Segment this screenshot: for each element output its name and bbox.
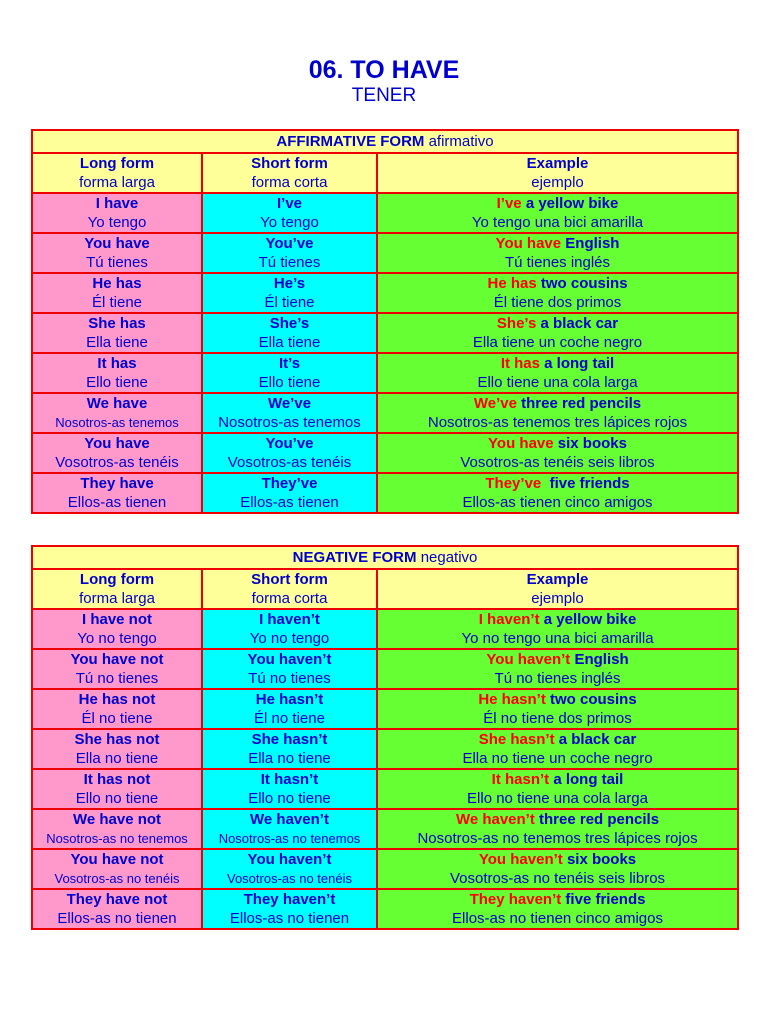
short-form-text: I’ve [276, 195, 303, 212]
table-row [32, 609, 738, 649]
example-rest: a long tail [540, 355, 615, 372]
example-sentence [378, 610, 737, 629]
short-form-text: They haven’t [243, 891, 336, 908]
short-form-text: You’ve [265, 435, 314, 452]
long-form-cell [32, 233, 202, 273]
example-sentence [378, 434, 737, 453]
short-form-header-translation: forma corta [251, 174, 328, 191]
example-verb: You have [495, 235, 562, 252]
long-form-translation: Ello tiene [86, 374, 148, 391]
example-verb: You have [488, 435, 554, 452]
example-translation: Ella no tiene un coche negro [462, 750, 653, 767]
example-verb: It has [500, 355, 540, 372]
short-form-translation: Ella tiene [258, 334, 321, 351]
example-sentence [378, 850, 737, 869]
short-form-translation: Él no tiene [254, 710, 325, 727]
long-form-text: It has [97, 355, 137, 372]
negative-title-cell [32, 546, 738, 569]
short-form-translation: Ella no tiene [248, 750, 331, 767]
long-form-header-label: Long form [79, 571, 155, 588]
affirmative-table-body [32, 130, 738, 513]
example-header-translation: ejemplo [531, 590, 584, 607]
short-form-text: It’s [278, 355, 301, 372]
long-form-text: We have [86, 395, 148, 412]
page-title: 06. TO HAVE [308, 56, 460, 84]
example-sentence [378, 274, 737, 293]
example-verb: He has [487, 275, 537, 292]
table-row [32, 729, 738, 769]
short-form-translation: Ellos-as no tienen [229, 910, 350, 927]
short-form-cell [202, 353, 377, 393]
example-rest: a black car [554, 731, 637, 748]
example-cell [377, 769, 738, 809]
table-row [32, 393, 738, 433]
short-form-translation: Él tiene [264, 294, 315, 311]
example-sentence [378, 314, 737, 333]
table-row [32, 649, 738, 689]
example-translation: Ellos-as no tienen cinco amigos [452, 910, 663, 927]
long-form-text: She has not [74, 731, 160, 748]
short-form-cell [202, 649, 377, 689]
example-header-translation: ejemplo [531, 174, 584, 191]
short-form-cell [202, 889, 377, 929]
example-translation: Ello no tiene una cola larga [467, 790, 648, 807]
long-form-translation: Él tiene [91, 294, 143, 311]
short-form-cell [202, 433, 377, 473]
example-cell [377, 193, 738, 233]
example-sentence [378, 194, 737, 213]
long-form-header-translation: forma larga [79, 174, 155, 191]
table-row [32, 769, 738, 809]
example-translation: Nosotros-as no tenemos tres lápices rojos [417, 830, 698, 847]
short-form-text: You haven’t [247, 651, 332, 668]
long-form-text: We have not [72, 811, 162, 828]
section-title: NEGATIVE FORM [292, 549, 417, 566]
long-form-cell [32, 609, 202, 649]
short-form-translation: Vosotros-as no tenéis [226, 871, 353, 886]
long-form-cell [32, 849, 202, 889]
section-title-translation: negativo [420, 549, 478, 566]
example-rest: five friends [541, 475, 630, 492]
example-sentence [378, 354, 737, 373]
example-translation: Ella tiene un coche negro [472, 334, 643, 351]
example-translation: Él tiene dos primos [493, 294, 622, 311]
short-form-cell [202, 689, 377, 729]
long-form-cell [32, 689, 202, 729]
example-sentence [378, 730, 737, 749]
example-translation: Ello tiene una cola larga [477, 374, 638, 391]
short-form-translation: Ello tiene [258, 374, 321, 391]
example-cell [377, 689, 738, 729]
long-form-header [32, 569, 202, 609]
long-form-cell [32, 353, 202, 393]
long-form-cell [32, 473, 202, 513]
long-form-header-label: Long form [79, 155, 155, 172]
example-header [377, 153, 738, 193]
negative-title-row [32, 546, 738, 569]
negative-table-body [32, 546, 738, 929]
long-form-header [32, 153, 202, 193]
long-form-cell [32, 649, 202, 689]
example-rest: two cousins [545, 691, 637, 708]
example-rest: a long tail [549, 771, 624, 788]
short-form-text: She’s [269, 315, 310, 332]
example-translation: Yo no tengo una bici amarilla [461, 630, 654, 647]
example-header-label: Example [526, 155, 589, 172]
short-form-text: He’s [273, 275, 306, 292]
example-translation: Tú no tienes inglés [494, 670, 621, 687]
long-form-translation: Ellos-as no tienen [57, 910, 177, 927]
example-cell [377, 393, 738, 433]
long-form-translation: Él no tiene [81, 710, 153, 727]
short-form-header-translation: forma corta [251, 590, 328, 607]
example-verb: She’s [496, 315, 537, 332]
example-translation: Vosotros-as no tenéis seis libros [449, 870, 666, 887]
long-form-translation: Yo tengo [87, 214, 147, 231]
short-form-cell [202, 193, 377, 233]
example-sentence [378, 650, 737, 669]
long-form-header-translation: forma larga [79, 590, 155, 607]
table-row [32, 889, 738, 929]
example-verb: They haven’t [469, 891, 562, 908]
short-form-cell [202, 729, 377, 769]
short-form-text: It hasn’t [260, 771, 319, 788]
example-sentence [378, 394, 737, 413]
table-row [32, 313, 738, 353]
long-form-cell [32, 809, 202, 849]
long-form-text: You have [84, 435, 150, 452]
short-form-header-label: Short form [251, 155, 328, 172]
example-translation: Nosotros-as tenemos tres lápices rojos [427, 414, 688, 431]
short-form-cell [202, 273, 377, 313]
short-form-translation: Vosotros-as tenéis [227, 454, 352, 471]
long-form-cell [32, 729, 202, 769]
short-form-text: She hasn’t [251, 731, 328, 748]
table-row [32, 233, 738, 273]
table-row [32, 689, 738, 729]
example-sentence [378, 890, 737, 909]
table-row [32, 473, 738, 513]
long-form-translation: Nosotros-as no tenemos [46, 831, 188, 846]
affirmative-table [31, 129, 739, 514]
long-form-text: I have not [81, 611, 152, 628]
short-form-cell [202, 233, 377, 273]
short-form-text: We’ve [267, 395, 312, 412]
example-verb: We’ve [473, 395, 517, 412]
long-form-text: He has not [78, 691, 156, 708]
short-form-cell [202, 849, 377, 889]
example-verb: They’ve [485, 475, 542, 492]
long-form-text: It has not [83, 771, 151, 788]
short-form-text: I haven’t [259, 611, 320, 628]
example-verb: I haven’t [478, 611, 540, 628]
short-form-text: You haven’t [247, 851, 332, 868]
page-subtitle: TENER [351, 85, 417, 106]
long-form-translation: Ella tiene [86, 334, 148, 351]
short-form-text: We haven’t [250, 811, 329, 828]
short-form-cell [202, 809, 377, 849]
long-form-translation: Tú no tienes [75, 670, 159, 687]
short-form-cell [202, 769, 377, 809]
example-verb: She hasn’t [478, 731, 555, 748]
negative-table [31, 545, 739, 930]
example-rest: English [570, 651, 629, 668]
long-form-translation: Vosotros-as tenéis [55, 454, 179, 471]
short-form-translation: Ello no tiene [248, 790, 331, 807]
example-rest: five friends [561, 891, 646, 908]
long-form-text: They have not [66, 891, 168, 908]
short-form-text: He hasn’t [255, 691, 324, 708]
long-form-translation: Ella no tiene [75, 750, 159, 767]
long-form-text: I have [95, 195, 139, 212]
short-form-text: They’ve [261, 475, 318, 492]
short-form-text: You’ve [265, 235, 314, 252]
example-sentence [378, 690, 737, 709]
example-translation: Yo tengo una bici amarilla [471, 214, 644, 231]
example-translation: Tú tienes inglés [504, 254, 611, 271]
example-cell [377, 313, 738, 353]
affirmative-title-row [32, 130, 738, 153]
long-form-translation: Tú tienes [86, 254, 148, 271]
example-verb: It hasn’t [491, 771, 550, 788]
example-rest: three red pencils [516, 395, 642, 412]
example-cell [377, 809, 738, 849]
long-form-cell [32, 273, 202, 313]
example-rest: three red pencils [534, 811, 660, 828]
long-form-text: They have [80, 475, 154, 492]
short-form-translation: Tú tienes [258, 254, 321, 271]
example-translation: Ellos-as tienen cinco amigos [462, 494, 653, 511]
short-form-translation: Yo tengo [260, 214, 319, 231]
short-form-translation: Nosotros-as no tenemos [218, 831, 361, 846]
example-verb: We haven’t [455, 811, 535, 828]
example-cell [377, 473, 738, 513]
long-form-translation: Ellos-as tienen [67, 494, 167, 511]
short-form-translation: Ellos-as tienen [240, 494, 339, 511]
example-cell [377, 889, 738, 929]
long-form-cell [32, 769, 202, 809]
short-form-translation: Nosotros-as tenemos [218, 414, 361, 431]
short-form-cell [202, 393, 377, 433]
long-form-cell [32, 889, 202, 929]
long-form-translation: Yo no tengo [77, 630, 157, 647]
long-form-text: You have not [70, 651, 164, 668]
example-verb: You haven’t [478, 851, 563, 868]
table-row [32, 273, 738, 313]
long-form-text: She has [88, 315, 146, 332]
table-row [32, 433, 738, 473]
example-rest: six books [562, 851, 637, 868]
example-rest: two cousins [536, 275, 628, 292]
example-rest: English [561, 235, 620, 252]
short-form-header [202, 153, 377, 193]
short-form-translation: Yo no tengo [249, 630, 330, 647]
long-form-cell [32, 433, 202, 473]
short-form-header [202, 569, 377, 609]
example-header [377, 569, 738, 609]
example-rest: a black car [536, 315, 619, 332]
example-cell [377, 273, 738, 313]
example-cell [377, 609, 738, 649]
table-row [32, 809, 738, 849]
long-form-translation: Nosotros-as tenemos [55, 415, 179, 430]
long-form-cell [32, 313, 202, 353]
affirmative-header-row [32, 153, 738, 193]
short-form-cell [202, 313, 377, 353]
section-title-translation: afirmativo [428, 133, 494, 150]
section-title: AFFIRMATIVE FORM [276, 133, 425, 150]
table-row [32, 849, 738, 889]
example-cell [377, 849, 738, 889]
table-row [32, 193, 738, 233]
example-translation: Vosotros-as tenéis seis libros [460, 454, 655, 471]
table-row [32, 353, 738, 393]
example-verb: He hasn’t [478, 691, 546, 708]
long-form-cell [32, 193, 202, 233]
example-sentence [378, 770, 737, 789]
long-form-translation: Vosotros-as no tenéis [54, 871, 180, 886]
example-header-label: Example [526, 571, 589, 588]
example-cell [377, 649, 738, 689]
example-sentence [378, 810, 737, 829]
affirmative-title-cell [32, 130, 738, 153]
example-rest: a yellow bike [521, 195, 619, 212]
long-form-text: You have not [70, 851, 164, 868]
negative-header-row [32, 569, 738, 609]
example-cell [377, 233, 738, 273]
long-form-cell [32, 393, 202, 433]
long-form-text: You have [84, 235, 150, 252]
short-form-header-label: Short form [251, 571, 328, 588]
example-verb: I’ve [496, 195, 522, 212]
short-form-cell [202, 609, 377, 649]
long-form-text: He has [92, 275, 142, 292]
example-sentence [378, 474, 737, 493]
example-cell [377, 729, 738, 769]
example-cell [377, 433, 738, 473]
example-verb: You haven’t [486, 651, 571, 668]
example-rest: six books [553, 435, 627, 452]
long-form-translation: Ello no tiene [75, 790, 159, 807]
example-translation: Él no tiene dos primos [483, 710, 632, 727]
short-form-translation: Tú no tienes [248, 670, 331, 687]
example-rest: a yellow bike [539, 611, 637, 628]
example-sentence [378, 234, 737, 253]
short-form-cell [202, 473, 377, 513]
example-cell [377, 353, 738, 393]
